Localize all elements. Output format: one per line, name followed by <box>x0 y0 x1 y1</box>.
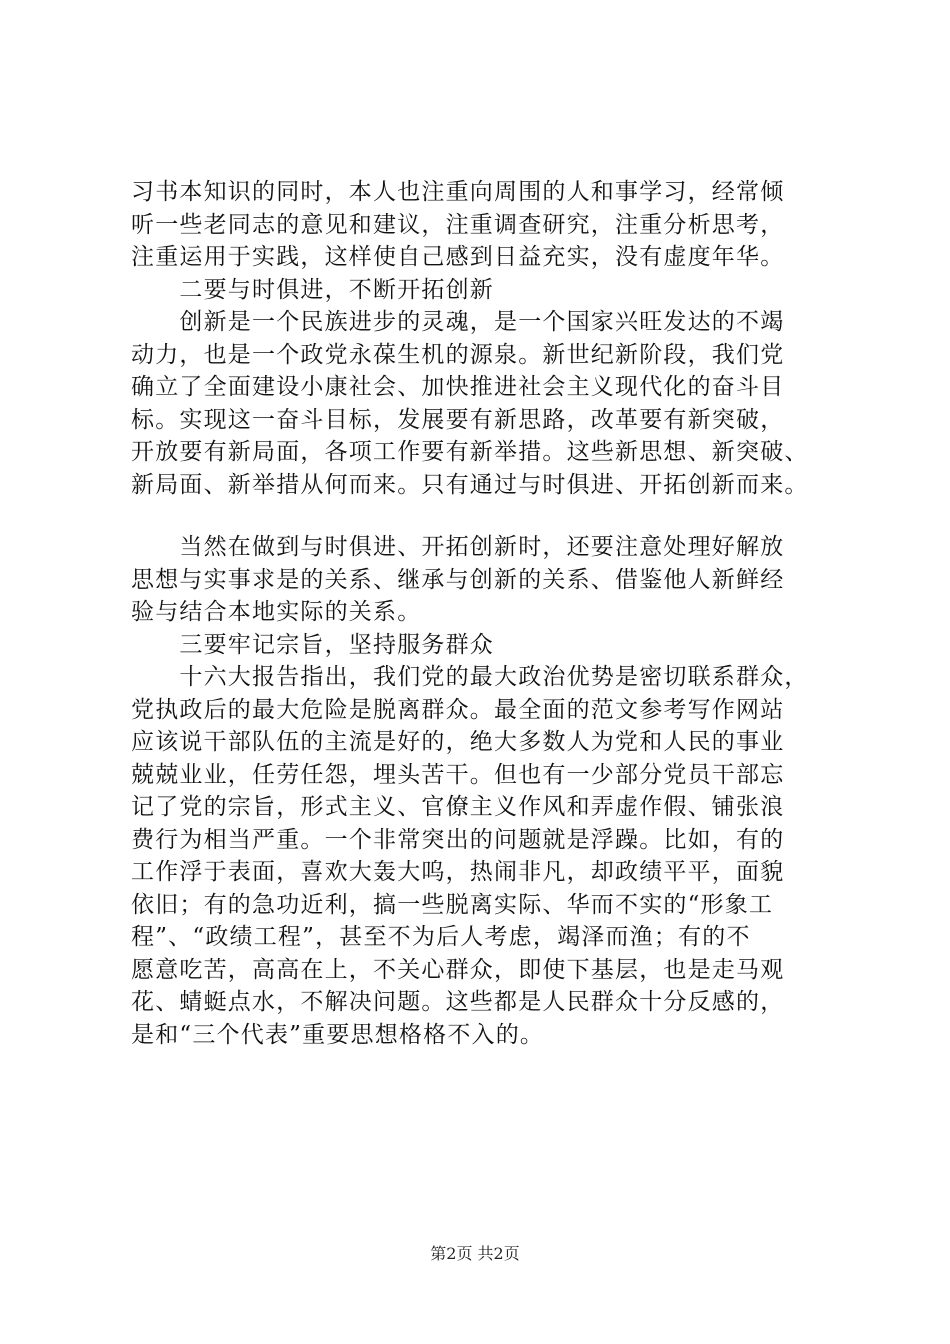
body-text <box>131 176 843 1051</box>
page-footer <box>0 1242 950 1266</box>
text-line: 思想与实事求是的关系、继承与创新的关系、借鉴他人新鲜经 <box>131 566 785 593</box>
text-line: 党执政后的最大危险是脱离群众。最全面的范文参考写作网站 <box>131 696 785 723</box>
text-line: 依旧；有的急功近利，搞一些脱离实际、华而不实的“形象工 <box>131 891 774 918</box>
section-heading-2 <box>131 274 843 307</box>
text-line: 听一些老同志的意见和建议，注重调查研究，注重分析思考， <box>131 211 785 238</box>
text-line: 记了党的宗旨，形式主义、官僚主义作风和弄虚作假、铺张浪 <box>131 794 785 820</box>
text-line: 花、蜻蜓点水，不解决问题。这些都是人民群众十分反感的， <box>131 989 785 1015</box>
page-number: 第2页 共2页 <box>430 1244 520 1263</box>
text-line: 习书本知识的同时，本人也注重向周围的人和事学习，经常倾 <box>131 179 785 205</box>
paragraph-continuation <box>131 176 843 274</box>
paragraph-innovation <box>131 306 843 501</box>
text-line: 十六大报告指出，我们党的最大政治优势是密切联系群众， <box>131 664 809 690</box>
text-line: 工作浮于表面，喜欢大轰大呜，热闹非凡，却政绩平平，面貌 <box>131 859 785 885</box>
heading-line: 三要牢记宗旨，坚持服务群众 <box>131 631 494 658</box>
text-line: 动力，也是一个政党永葆生机的源泉。新世纪新阶段，我们党 <box>131 341 785 368</box>
heading-line: 二要与时俱进，不断开拓创新 <box>131 276 494 303</box>
text-line: 程”、“政绩工程”，甚至不为后人考虑，竭泽而渔；有的不 <box>131 924 751 950</box>
text-line: 创新是一个民族进步的灵魂，是一个国家兴旺发达的不竭 <box>131 309 785 335</box>
text-line: 愿意吃苦，高高在上，不关心群众，即使下基层，也是走马观 <box>131 956 785 983</box>
text-line: 应该说干部队伍的主流是好的，绝大多数人为党和人民的事业 <box>131 729 785 755</box>
text-line: 验与结合本地实际的关系。 <box>131 599 422 625</box>
text-line: 确立了全面建设小康社会、加快推进社会主义现代化的奋斗目 <box>131 374 785 400</box>
text-line: 标。实现这一奋斗目标，发展要有新思路，改革要有新突破， <box>131 406 785 433</box>
text-line: 费行为相当严重。一个非常突出的问题就是浮躁。比如，有的 <box>131 826 785 853</box>
paragraph-relations <box>131 531 843 629</box>
text-line: 新局面、新举措从何而来。只有通过与时俱进、开拓创新而来。 <box>131 471 809 498</box>
section-heading-3 <box>131 629 843 662</box>
text-line: 注重运用于实践，这样使自己感到日益充实，没有虚度年华。 <box>131 244 785 270</box>
text-line: 开放要有新局面，各项工作要有新举措。这些新思想、新突破、 <box>131 439 809 465</box>
paragraph-serve-masses <box>131 661 843 1051</box>
text-line: 当然在做到与时俱进、开拓创新时，还要注意处理好解放 <box>131 534 785 560</box>
paragraph-gap <box>131 501 843 531</box>
text-line: 是和“三个代表”重要思想格格不入的。 <box>131 1021 545 1048</box>
text-line: 兢兢业业，任劳任怨，埋头苦干。但也有一少部分党员干部忘 <box>131 761 785 788</box>
